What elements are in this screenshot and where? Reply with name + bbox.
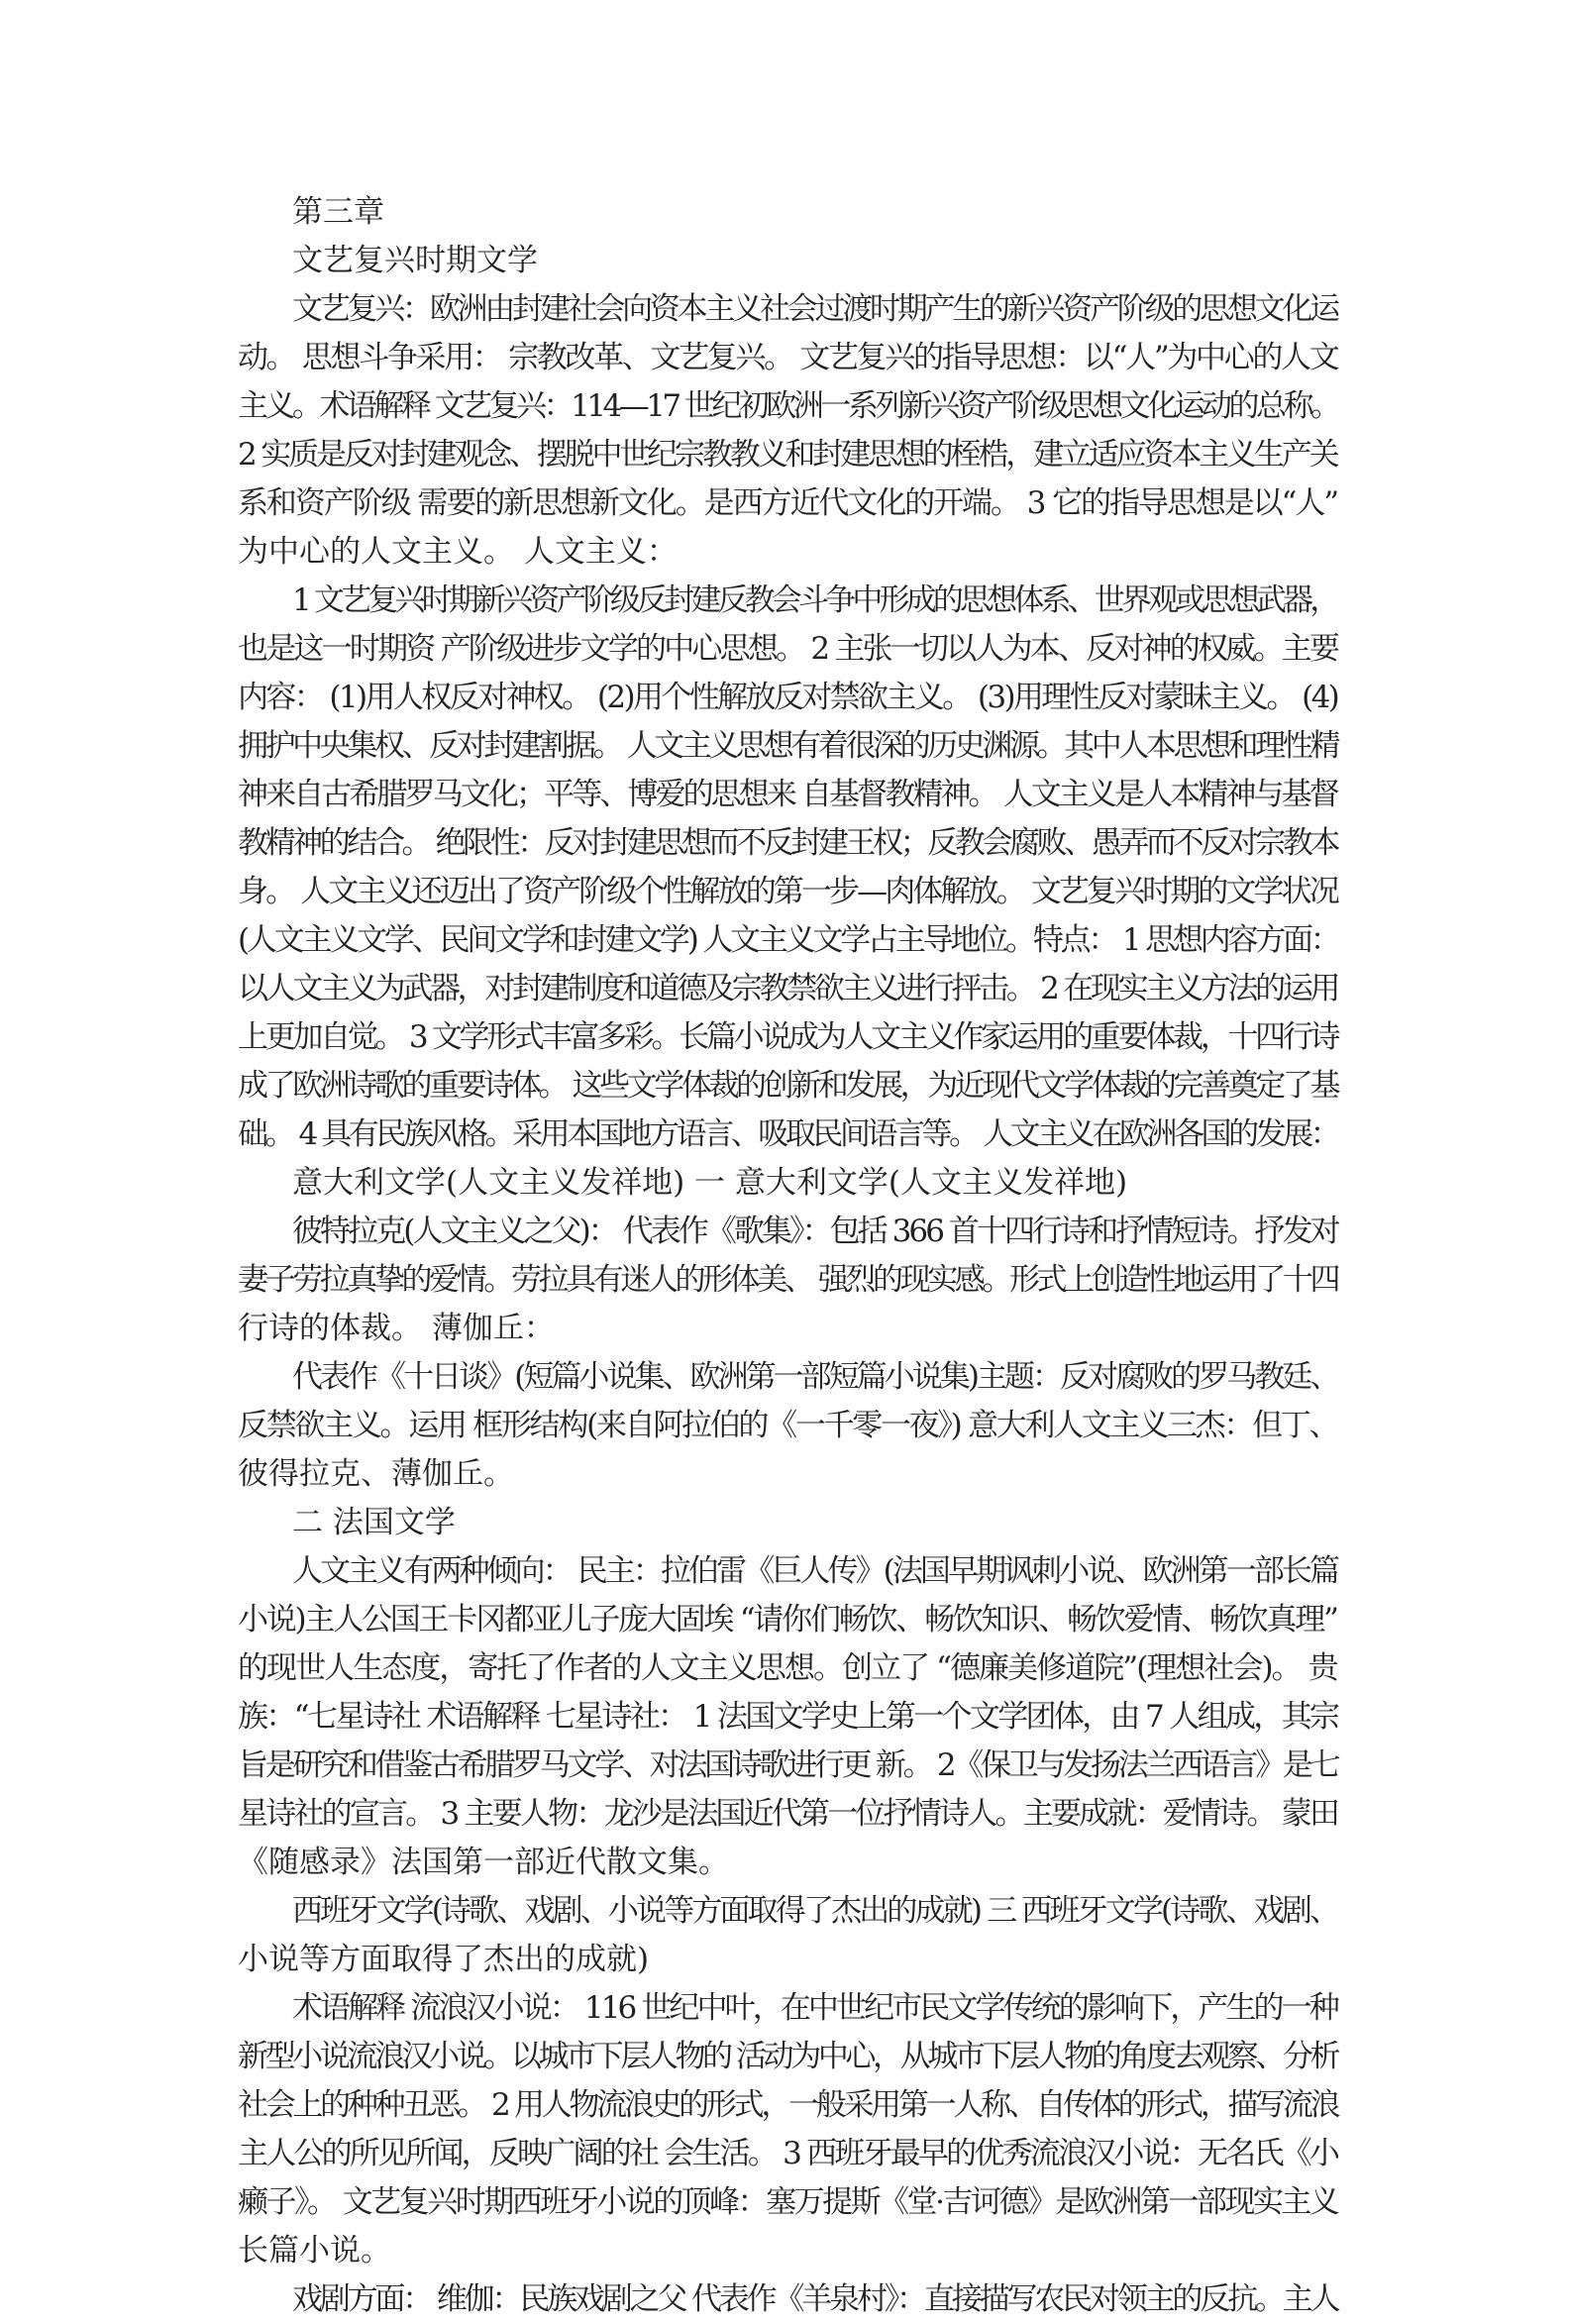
text-line: 以人文主义为武器，对封建制度和道德及宗教禁欲主义进行抨击。 2 在现实主义方法的运用: [238, 971, 1338, 1006]
text-line: 拥护中央集权、反对封建割据。 人文主义思想有着很深的历史渊源。其中人本思想和理性精: [238, 728, 1338, 764]
text-line: 意大利文学(人文主义发祥地) 一 意大利文学(人文主义发祥地): [292, 1165, 1128, 1201]
text-line: 小说等方面取得了杰出的成就): [238, 1942, 650, 1977]
document-body: [238, 188, 1337, 2324]
text-line: 癞子》。 文艺复兴时期西班牙小说的顶峰：塞万提斯《堂·吉诃德》是欧洲第一部现实主义: [238, 2184, 1338, 2220]
text-line: (人文主义文学、民间文学和封建文学) 人文主义文学占主导地位。特点： 1 思想内容方面：: [238, 922, 1338, 958]
text-line: 旨是研究和借鉴古希腊罗马文学、对法国诗歌进行更 新。 2《保卫与发扬法兰西语言》是七: [238, 1747, 1338, 1783]
text-line: 族：“七星诗社 术语解释 七星诗社： 1 法国文学史上第一个文学团体，由 7 人组成，其宗: [238, 1699, 1338, 1735]
text-line: 1 文艺复兴时期新兴资产阶级反封建反教会斗争中形成的思想体系、世界观或思想武器，: [292, 582, 1337, 618]
text-line: 上更加自觉。 3 文学形式丰富多彩。长篇小说成为人文主义作家运用的重要体裁，十四行诗: [238, 1019, 1338, 1055]
text-line: 主义。术语解释 文艺复兴：114—17 世纪初欧洲一系列新兴资产阶级思想文化运动的总称。: [238, 388, 1338, 424]
text-line: 教精神的结合。 绝限性：反对封建思想而不反封建王权；反教会腐败、愚弄而不反对宗教本: [238, 825, 1338, 861]
text-line: 成了欧洲诗歌的重要诗体。 这些文学体裁的创新和发展，为近现代文学体裁的完善奠定了基: [238, 1068, 1338, 1104]
text-line: 反禁欲主义。运用 框形结构(来自阿拉伯的《一千零一夜》) 意大利人文主义三杰：但丁、: [238, 1408, 1338, 1443]
text-line: 文艺复兴：欧洲由封建社会向资本主义社会过渡时期产生的新兴资产阶级的思想文化运: [292, 291, 1337, 327]
text-line: 新型小说流浪汉小说。以城市下层人物的 活动为中心，从城市下层人物的角度去观察、分析: [238, 2039, 1338, 2074]
text-line: 彼得拉克、薄伽丘。: [238, 1456, 514, 1492]
text-line: 主人公的所见所闻，反映广阔的社 会生活。 3 西班牙最早的优秀流浪汉小说：无名氏《小: [238, 2136, 1338, 2171]
text-line: 动。 思想斗争采用： 宗教改革、文艺复兴。 文艺复兴的指导思想：以“人”为中心的人文: [238, 340, 1338, 375]
text-line: 神来自古希腊罗马文化；平等、博爱的思想来 自基督教精神。 人文主义是人本精神与基督: [238, 777, 1337, 812]
text-line: 身。 人文主义还迈出了资产阶级个性解放的第一步—肉体解放。 文艺复兴时期的文学状况: [238, 874, 1337, 909]
text-line: 内容： (1)用人权反对神权。 (2)用个性解放反对禁欲主义。 (3)用理性反对蒙昧主义。 (4): [238, 680, 1338, 715]
text-line: 彼特拉克(人文主义之父)： 代表作《歌集》：包括 366 首十四行诗和抒情短诗。抒发对: [292, 1214, 1338, 1249]
text-line: 行诗的体裁。 薄伽丘：: [238, 1311, 555, 1346]
text-line: 妻子劳拉真挚的爱情。劳拉具有迷人的形体美、 强烈的现实感。形式上创造性地运用了十四: [238, 1262, 1338, 1298]
text-line: 人文主义有两种倾向： 民主：拉伯雷《巨人传》(法国早期讽刺小说、欧洲第一部长篇: [292, 1553, 1338, 1589]
text-line: 星诗社的宣言。 3 主要人物：龙沙是法国近代第一位抒情诗人。主要成就：爱情诗。 蒙田: [238, 1796, 1338, 1832]
text-line: 社会上的种种丑恶。 2 用人物流浪史的形式，一般采用第一人称、自传体的形式，描写流浪: [238, 2087, 1338, 2123]
text-line: 的现世人生态度，寄托了作者的人文主义思想。创立了 “德廉美修道院”(理想社会)。 贵: [238, 1650, 1337, 1686]
text-line: 二 法国文学: [292, 1505, 456, 1540]
chapter-number: 第三章: [292, 194, 384, 230]
text-line: 也是这一时期资 产阶级进步文学的中心思想。 2 主张一切以人为本、反对神的权威。主要: [238, 631, 1338, 667]
text-line: 系和资产阶级 需要的新思想新文化。是西方近代文化的开端。 3 它的指导思想是以“人”: [238, 485, 1338, 521]
text-line: 《随感录》法国第一部近代散文集。: [238, 1845, 729, 1880]
text-line: 戏剧方面： 维伽：民族戏剧之父 代表作《羊泉村》：直接描写农民对领主的反抗。主人: [292, 2281, 1338, 2317]
chapter-title: 文艺复兴时期文学: [292, 243, 538, 278]
text-line: 长篇小说。: [238, 2233, 391, 2269]
text-line: 代表作《十日谈》(短篇小说集、欧洲第一部短篇小说集)主题：反对腐败的罗马教廷、: [292, 1359, 1338, 1395]
text-line: 为中心的人文主义。 人文主义：: [238, 534, 678, 570]
text-line: 术语解释 流浪汉小说： 116 世纪中叶，在中世纪市民文学传统的影响下，产生的一种: [292, 1990, 1337, 2026]
text-line: 小说)主人公国王卡冈都亚儿子庞大固埃 “请你们畅饮、畅饮知识、畅饮爱情、畅饮真理”: [238, 1602, 1337, 1637]
text-line: 西班牙文学(诗歌、戏剧、小说等方面取得了杰出的成就) 三 西班牙文学(诗歌、戏剧、: [292, 1893, 1338, 1929]
text-line: 础。 4 具有民族风格。采用本国地方语言、吸取民间语言等。 人文主义在欧洲各国的发展：: [238, 1116, 1338, 1152]
text-line: 2 实质是反对封建观念、摆脱中世纪宗教教义和封建思想的桎梏，建立适应资本主义生产关: [238, 437, 1337, 473]
